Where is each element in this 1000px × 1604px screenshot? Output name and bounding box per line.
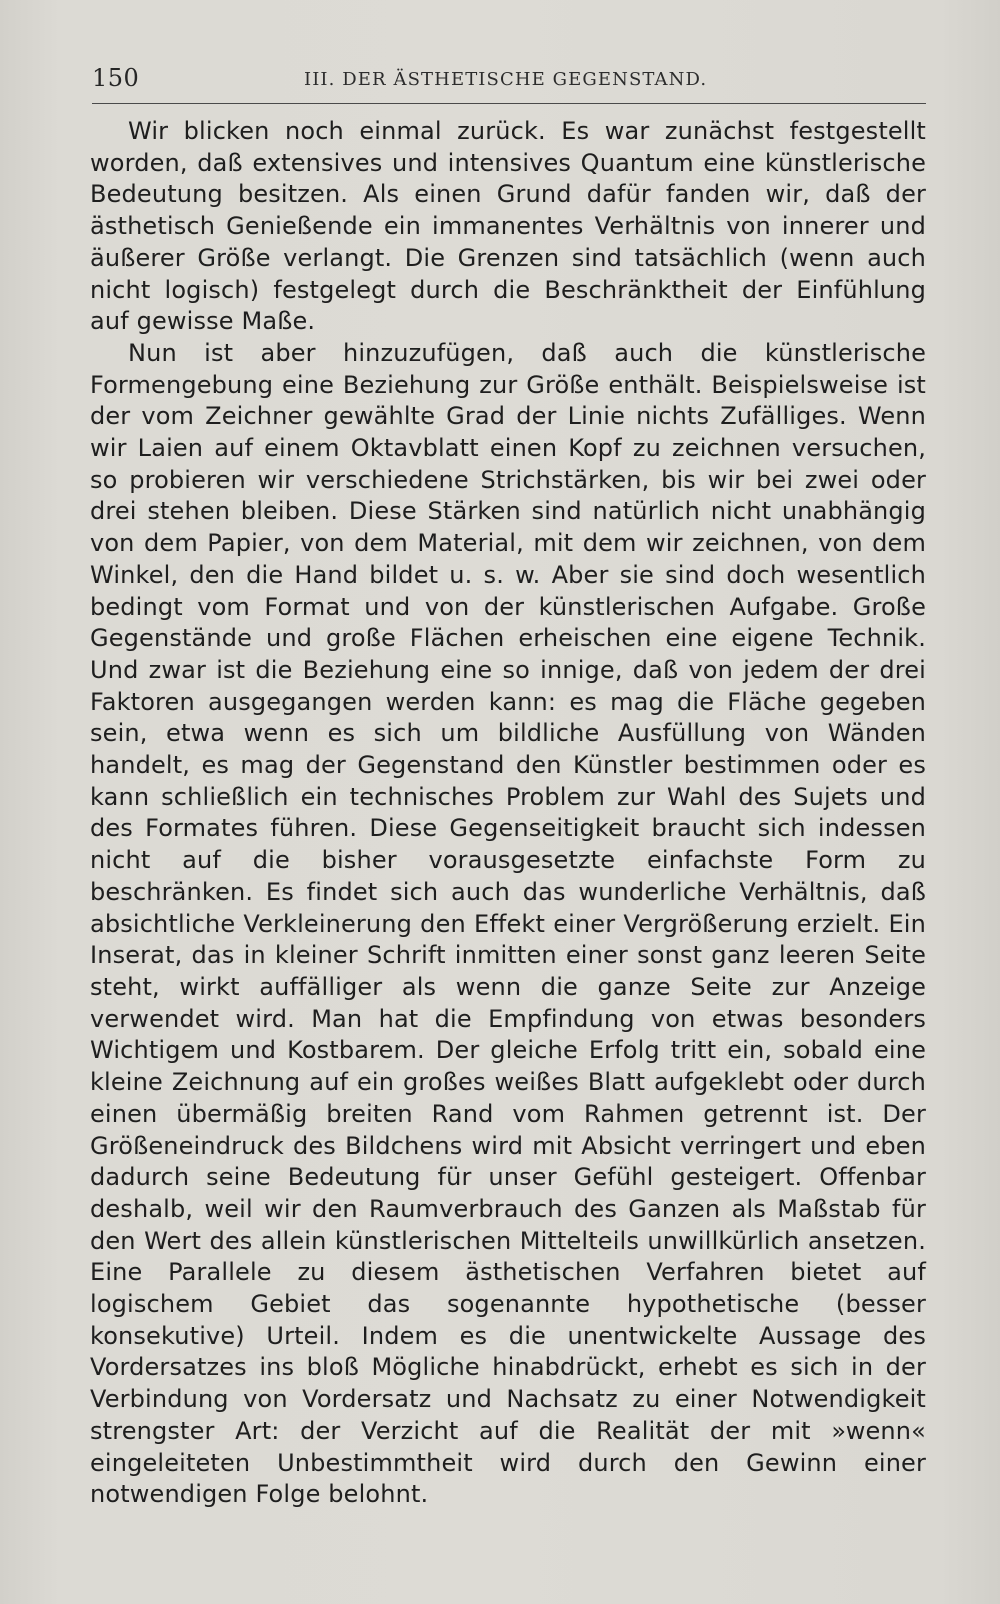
- paragraph: Wir blicken noch einmal zurück. Es war zunächst festgestellt worden, daß extensives und intensives Quantum eine künstlerische Bedeutung besitzen. Als einen Grund dafür fanden wir, daß der ästhetisch Genießende ein immanentes Verhältnis von innerer und äußerer Größe verlangt. Die Grenzen sind tatsächlich (wenn auch nicht logisch) festgelegt durch die Beschränktheit der Einfühlung auf gewisse Maße.: [90, 117, 926, 336]
- running-head: [92, 62, 922, 102]
- header-rule: [92, 103, 926, 104]
- paragraph: Nun ist aber hinzuzufügen, daß auch die künstlerische Formengebung eine Beziehung zur Größe enthält. Beispielsweise ist der vom Zeichner gewählte Grad der Linie nichts Zufälliges. Wenn wir Laien auf einem Oktavblatt einen Kopf zu zeichnen versuchen, so probieren wir verschiedene Strichstärken, bis wir bei zwei oder drei stehen bleiben. Diese Stärken sind natürlich nicht unabhängig von dem Papier, von dem Material, mit dem wir zeichnen, von dem Winkel, den die Hand bildet u. s. w. Aber sie sind doch wesentlich bedingt vom Format und von der künstlerischen Aufgabe. Große Gegenstände und große Flächen erheischen eine eigene Technik. Und zwar ist die Beziehung eine so innige, daß von jedem der drei Faktoren ausgegangen werden kann: es mag die Fläche gegeben sein, etwa wenn es sich um bildliche Ausfüllung von Wänden handelt, es mag der Gegenstand den Künstler bestimmen oder es kann schließlich ein technisches Problem zur Wahl des Sujets und des Formates führen. Diese Gegenseitigkeit braucht sich indessen nicht auf die bisher vorausgesetzte einfachste Form zu beschränken. Es findet sich auch das wunderliche Verhältnis, daß absichtliche Verkleinerung den Effekt einer Vergrößerung erzielt. Ein Inserat, das in kleiner Schrift inmitten einer sonst ganz leeren Seite steht, wirkt auffälliger als wenn die ganze Seite zur Anzeige verwendet wird. Man hat die Empfindung von etwas besonders Wichtigem und Kostbarem. Der gleiche Erfolg tritt ein, sobald eine kleine Zeichnung auf ein großes weißes Blatt aufgeklebt oder durch einen übermäßig breiten Rand vom Rahmen getrennt ist. Der Größeneindruck des Bildchens wird mit Absicht verringert und eben dadurch seine Bedeutung für unser Gefühl gesteigert. Offenbar deshalb, weil wir den Raumverbrauch des Ganzen als Maßstab für den Wert des allein künstlerischen Mittelteils unwillkürlich ansetzen. Eine Parallele zu diesem ästhetischen Verfahren bietet auf logischem Gebiet das sogenannte hypothetische (besser konsekutive) Urteil. Indem es die unentwickelte Aussage des Vordersatzes ins bloß Mögliche hinabdrückt, erhebt es sich in der Verbindung von Vordersatz und Nachsatz zu einer Notwendigkeit strengster Art: der Verzicht auf die Realität der mit »wenn« eingeleiteten Unbestimmtheit wird durch den Gewinn einer notwendigen Folge belohnt.: [90, 338, 926, 1509]
- body-text: [90, 116, 926, 1511]
- running-title: III. DER ÄSTHETISCHE GEGENSTAND.: [304, 69, 708, 90]
- page-number: 150: [92, 64, 140, 92]
